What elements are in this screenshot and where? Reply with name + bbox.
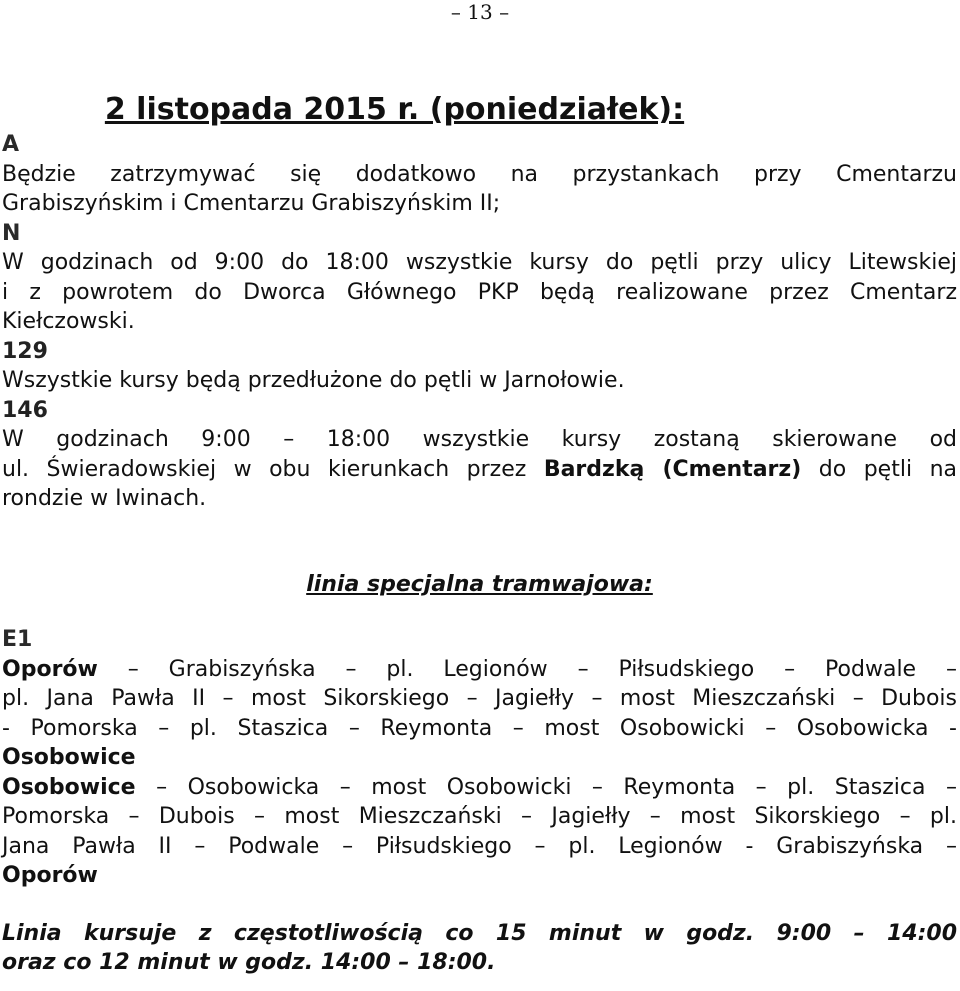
line-n-text-2: i z powrotem do Dworca Głównego PKP będą realizowane przez Cmentarz — [2, 279, 957, 305]
date-heading: 2 listopada 2015 r. (poniedziałek): — [104, 92, 685, 127]
line-a-text-2: Grabiszyńskim i Cmentarzu Grabiszyńskim II; — [2, 191, 501, 216]
route-back-line-2: Pomorska – Dubois – most Mieszczański – Jagiełły – most Sikorskiego – pl. — [2, 804, 957, 829]
page-number: – 13 – — [450, 0, 510, 24]
line-a-text-1: Będzie zatrzymywać się dodatkowo na przystankach przy Cmentarzu — [2, 161, 957, 187]
frequency-line-1: Linia kursuje z częstotliwością co 15 minut w godz. 9:00 – 14:00 — [2, 920, 957, 946]
section-line-a — [2, 130, 957, 219]
document-body — [2, 90, 957, 978]
detour-stop-bardzka: Bardzką (Cmentarz) — [543, 456, 802, 482]
route-out-start: Oporów — [2, 656, 98, 682]
line-146-text-2-post: do pętli na — [801, 456, 957, 482]
section-line-129 — [2, 337, 957, 396]
section-line-e1 — [2, 625, 957, 891]
route-out-line-1 — [2, 655, 957, 685]
route-out-line-2: pl. Jana Pawła II – most Sikorskiego – Jagiełły – most Mieszczański – Dubois — [2, 686, 957, 711]
frequency-line-2: oraz co 12 minut w godz. 14:00 – 18:00. — [2, 950, 496, 975]
route-back-end: Oporów — [2, 863, 98, 888]
route-out-end: Osobowice — [2, 745, 136, 770]
line-n-text-1: W godzinach od 9:00 do 18:00 wszystkie kursy do pętli przy ulicy Litewskiej — [2, 250, 957, 275]
route-back-line-1-rest: – Osobowicka – most Osobowicki – Reymonta – pl. Staszica – — [135, 774, 957, 800]
line-n-text-3: Kiełczowski. — [2, 309, 135, 334]
line-code-129: 129 — [2, 338, 48, 364]
route-back-line-3: Jana Pawła II – Podwale – Piłsudskiego – pl. Legionów - Grabiszyńska – — [2, 833, 957, 859]
line-146-text-3: rondzie w Iwinach. — [2, 486, 207, 511]
section-line-n — [2, 219, 957, 337]
line-code-a: A — [2, 132, 20, 157]
line-146-text-1: W godzinach 9:00 – 18:00 wszystkie kursy zostaną skierowane od — [2, 427, 957, 452]
frequency-note — [2, 919, 957, 978]
route-back-start: Osobowice — [2, 774, 136, 800]
line-146-text-2 — [2, 455, 957, 485]
route-back-line-1 — [2, 773, 957, 803]
special-tram-heading: linia specjalna tramwajowa: — [306, 571, 653, 597]
route-out-line-3: - Pomorska – pl. Staszica – Reymonta – most Osobowicki – Osobowicka - — [2, 715, 957, 741]
line-146-text-2-pre: ul. Świeradowskiej w obu kierunkach przez — [2, 456, 544, 482]
line-code-146: 146 — [2, 397, 48, 423]
section-line-146 — [2, 396, 957, 514]
route-out-line-1-rest: – Grabiszyńska – pl. Legionów – Piłsudskiego – Podwale – — [97, 656, 957, 682]
line-129-text: Wszystkie kursy będą przedłużone do pętli w Jarnołowie. — [2, 368, 625, 393]
line-code-e1: E1 — [2, 627, 33, 652]
line-code-n: N — [2, 220, 21, 246]
